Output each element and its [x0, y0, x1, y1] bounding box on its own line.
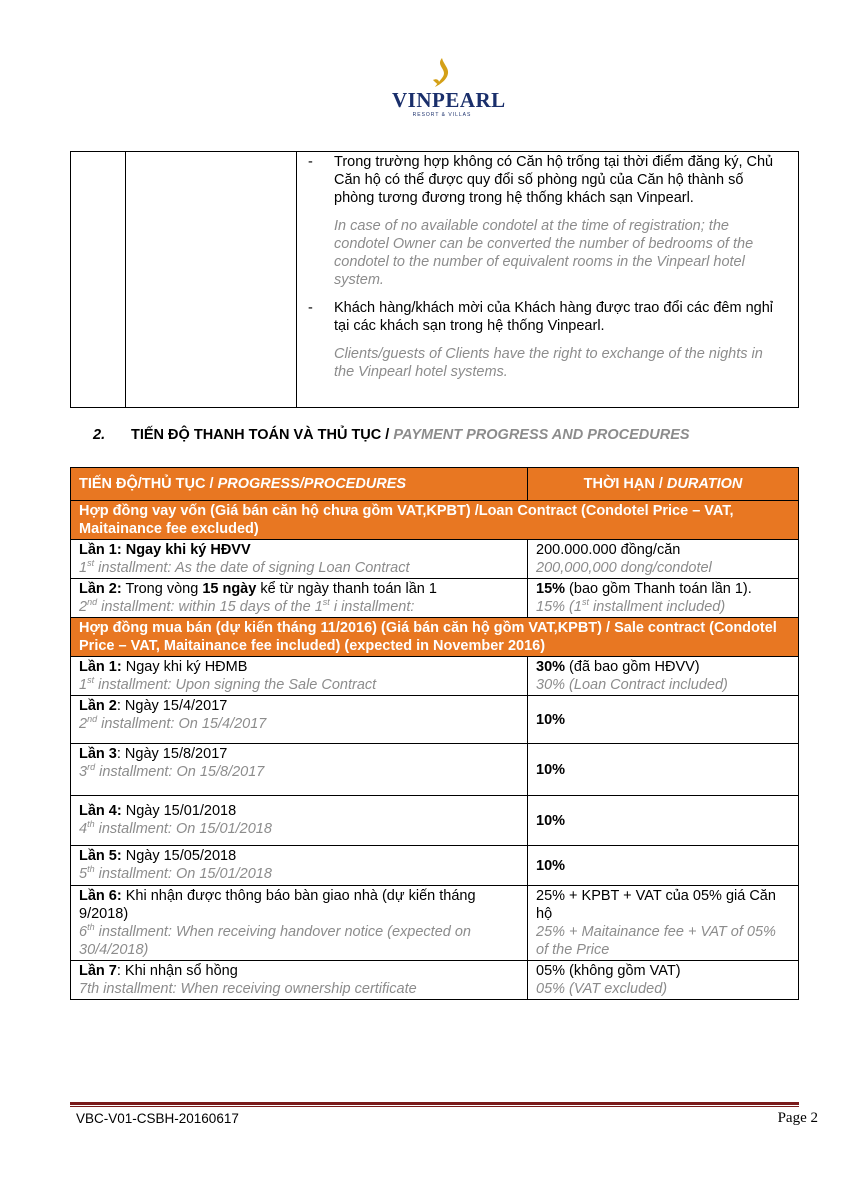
table-row: Lần 3: Ngày 15/8/2017 3rd installment: On 15/8/2017 10% — [71, 744, 799, 796]
table-row: Lần 7: Khi nhận sổ hồng 7th installment: When receiving ownership certificate 05% (không gồm VAT) 05% (VAT excluded) — [71, 961, 799, 1000]
payment-table — [70, 467, 799, 1000]
section-heading: 2. TIẾN ĐỘ THANH TOÁN VÀ THỦ TỤC / PAYMENT PROGRESS AND PROCEDURES — [93, 427, 690, 443]
footer-divider-thin — [70, 1106, 799, 1107]
footer-divider — [70, 1102, 799, 1105]
table-row: Lần 1: Ngay khi ký HĐMB 1st installment: Upon signing the Sale Contract 30% (đã bao gồm HĐVV) 30% (Loan Contract included) — [71, 657, 799, 696]
section-row: Hợp đồng mua bán (dự kiến tháng 11/2016) (Giá bán căn hộ gồm VAT,KPBT) / Sale contract (Condotel Price – VAT, Maitainance fee included) (expected in November 2016) — [71, 618, 799, 657]
table-row: Lần 4: Ngày 15/01/2018 4th installment: On 15/01/2018 10% — [71, 796, 799, 846]
section-row: Hợp đồng vay vốn (Giá bán căn hộ chưa gồm VAT,KPBT) /Loan Contract (Condotel Price – VAT, Maitainance fee excluded) — [71, 501, 799, 540]
table-row: Lần 6: Khi nhận được thông báo bàn giao nhà (dự kiến tháng 9/2018) 6th installment: When receiving handover notice (expected on 30/4/2018) 25% + KPBT + VAT của 05% giá Căn hộ 25% + Maitainance fee + VAT of 05% of the Price — [71, 886, 799, 961]
vinpearl-logo — [392, 56, 506, 118]
benefits-cell — [297, 152, 799, 408]
logo-wordmark: VINPEARL — [392, 88, 506, 112]
empty-cell — [126, 152, 297, 408]
document-code: VBC-V01-CSBH-20160617 — [76, 1111, 239, 1126]
benefits-table-continued — [70, 151, 799, 408]
bullet-text-vi: Khách hàng/khách mời của Khách hàng được trao đổi các đêm nghỉ tại các khách sạn trong hệ thống Vinpearl. — [334, 300, 774, 334]
table-header-row: TIẾN ĐỘ/THỦ TỤC / PROGRESS/PROCEDURES THỜI HẠN / DURATION — [71, 468, 799, 501]
bullet-item: - Khách hàng/khách mời của Khách hàng được trao đổi các đêm nghỉ tại các khách sạn trong hệ thống Vinpearl. Clients/guests of Clients have the right to exchange of the nights in the Vinpearl hotel systems. — [298, 299, 797, 381]
wave-emblem-icon — [425, 56, 459, 90]
logo-subtitle: RESORT & VILLAS — [412, 112, 472, 118]
bullet-text-vi: Trong trường hợp không có Căn hộ trống tại thời điểm đăng ký, Chủ Căn hộ có thể được quy đổi số phòng ngủ của Căn hộ thành số phòng tương đương trong hệ thống khách sạn Vinpearl. — [334, 154, 774, 206]
table-row: Lần 1: Ngay khi ký HĐVV 1st installment: As the date of signing Loan Contract 200.000.000 đồng/căn 200,000,000 dong/condotel — [71, 540, 799, 579]
bullet-item: - Trong trường hợp không có Căn hộ trống tại thời điểm đăng ký, Chủ Căn hộ có thể được quy đổi số phòng ngủ của Căn hộ thành số phòng tương đương trong hệ thống khách sạn Vinpearl. In case of no available condotel at the time of registration; the condotel Owner can be converted the number of bedrooms of the condotel to the number of equivalent rooms in the Vinpearl hotel system. — [298, 153, 797, 289]
bullet-text-en: Clients/guests of Clients have the right to exchange of the nights in the Vinpearl hotel systems. — [334, 346, 763, 380]
bullet-text-en: In case of no available condotel at the time of registration; the condotel Owner can be converted the number of bedrooms of the condotel to the number of equivalent rooms in the Vinpearl hotel system. — [334, 218, 754, 288]
table-row: Lần 2: Trong vòng 15 ngày kể từ ngày thanh toán lần 1 2nd installment: within 15 days of the 1st i installment: 15% (bao gồm Thanh toán lần 1). 15% (1st installment included) — [71, 579, 799, 618]
table-row: Lần 2: Ngày 15/4/2017 2nd installment: On 15/4/2017 10% — [71, 696, 799, 744]
empty-cell — [71, 152, 126, 408]
table-row: Lần 5: Ngày 15/05/2018 5th installment: On 15/01/2018 10% — [71, 846, 799, 886]
page-number: Page 2 — [777, 1110, 818, 1126]
